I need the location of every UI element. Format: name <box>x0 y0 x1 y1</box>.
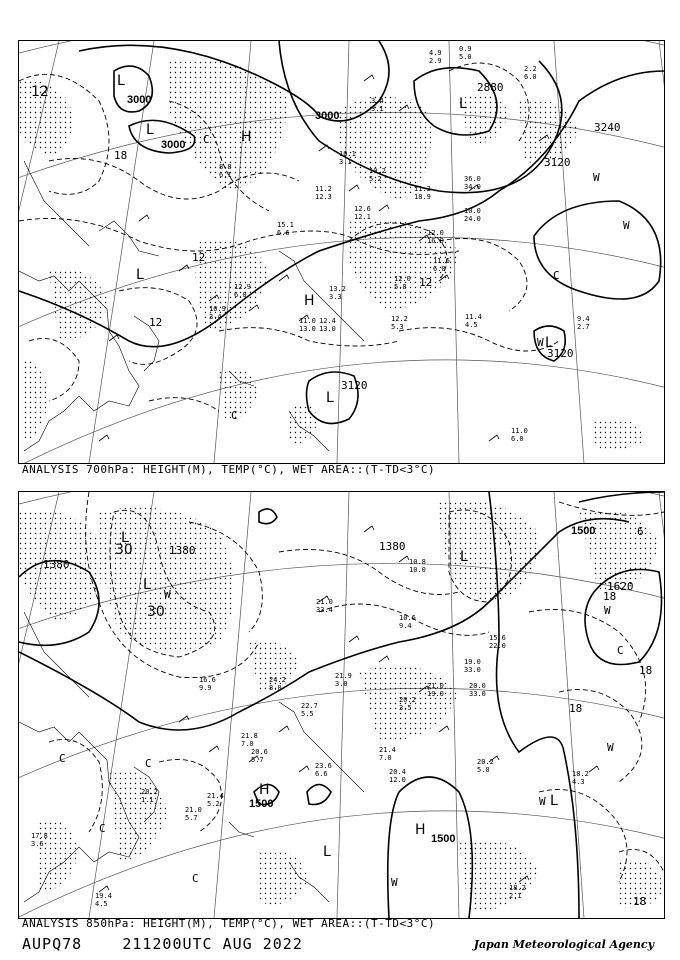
station-temp: 21.4 <box>207 792 224 800</box>
station-temp: 12.0 <box>394 275 411 283</box>
cold-center: C <box>99 822 106 835</box>
station-temp: 10.1 <box>339 150 356 158</box>
station-temp: 20.4 <box>389 768 406 776</box>
station-dewpoint: 24.0 <box>464 215 481 223</box>
station-temp: 21.0 <box>316 598 333 606</box>
station-dewpoint: 3.0 <box>335 680 348 688</box>
cold-center: C <box>145 757 152 770</box>
station-dewpoint: 33.4 <box>316 606 333 614</box>
station-temp: 11.2 <box>315 185 332 193</box>
caption-700hpa: ANALYSIS 700hPa: HEIGHT(M), TEMP(°C), WET AREA::(T-TD<3°C) <box>22 463 436 476</box>
contour-label: 1620 <box>607 580 634 593</box>
contour-label: 30 <box>115 542 133 558</box>
station-dewpoint: 16.0 <box>427 237 444 245</box>
contour-label: 1380 <box>43 558 70 571</box>
map-700hpa <box>19 41 664 463</box>
station-dewpoint: 34.0 <box>464 183 481 191</box>
station-dewpoint: 2.1 <box>509 892 522 900</box>
station-temp: 13.2 <box>329 285 346 293</box>
station-temp: 21.0 <box>185 806 202 814</box>
valid-time: 211200UTC AUG 2022 <box>122 935 303 953</box>
station-dewpoint: 5.0 <box>477 766 490 774</box>
station-temp: 20.2 <box>477 758 494 766</box>
station-temp: 36.0 <box>464 175 481 183</box>
station-dewpoint: 4.3 <box>572 778 585 786</box>
station-temp: 12.4 <box>319 317 336 325</box>
station-temp: 22.7 <box>301 702 318 710</box>
cold-center: C <box>617 644 624 657</box>
high-center: H <box>241 129 252 145</box>
station-dewpoint: 7.0 <box>379 754 392 762</box>
graticule-lat <box>19 41 664 463</box>
station-temp: 12.9 <box>234 283 251 291</box>
warm-center: W <box>537 336 544 349</box>
station-dewpoint: 12.3 <box>315 193 332 201</box>
agency-name: Japan Meteorological Agency <box>473 938 654 951</box>
low-center: L <box>136 267 144 283</box>
station-temp: 10.8 <box>409 558 426 566</box>
low-center: L <box>459 96 467 112</box>
high-center: H <box>304 293 315 309</box>
station-dewpoint: 12.0 <box>389 776 406 784</box>
contour-label: 3240 <box>594 121 621 134</box>
contour-label: 12 <box>419 276 433 289</box>
station-dewpoint: 9.4 <box>399 622 412 630</box>
station-dewpoint: 13.0 <box>319 325 336 333</box>
station-dewpoint: 5.0 <box>459 53 472 61</box>
station-dewpoint: 5.2 <box>207 800 220 808</box>
station-temp: 21.4 <box>379 746 396 754</box>
low-center: L <box>146 122 154 138</box>
station-temp: 9.4 <box>577 315 590 323</box>
station-dewpoint: 2.7 <box>577 323 590 331</box>
station-temp: 12.2 <box>391 315 408 323</box>
station-temp: 16.6 <box>199 676 216 684</box>
station-dewpoint: 5.2 <box>369 175 382 183</box>
contour-label: 18 <box>639 664 653 677</box>
warm-center: W <box>593 171 600 184</box>
station-dewpoint: 3.3 <box>329 293 342 301</box>
station-dewpoint: 19.0 <box>427 690 444 698</box>
cold-center: C <box>203 133 210 146</box>
station-temp: 20.2 <box>399 696 416 704</box>
warm-center: W <box>164 588 171 601</box>
contour-label: 3000 <box>315 110 340 122</box>
low-center: L <box>326 390 334 406</box>
station-temp: 0.9 <box>459 45 472 53</box>
station-dewpoint: 7.0 <box>241 740 254 748</box>
contour-label: 3120 <box>547 347 574 360</box>
chart-panel-700hpa <box>18 40 665 464</box>
station-dewpoint: 33.0 <box>469 690 486 698</box>
station-dewpoint: 3.4 <box>209 313 222 321</box>
station-dewpoint: 3.1 <box>339 158 352 166</box>
contour-label: 1500 <box>431 833 456 845</box>
station-dewpoint: 5.7 <box>251 756 264 764</box>
cold-center: C <box>59 752 66 765</box>
contour-label: 3000 <box>127 94 152 106</box>
station-dewpoint: 8.0 <box>269 684 282 692</box>
station-temp: 23.6 <box>315 762 332 770</box>
graticule-lon <box>19 41 664 463</box>
cold-center: C <box>553 269 560 282</box>
contour-label: 3120 <box>544 156 571 169</box>
station-temp: 11.6 <box>433 257 450 265</box>
station-temp: 20.0 <box>469 682 486 690</box>
warm-center: W <box>391 876 398 889</box>
station-dewpoint: 3.1 <box>371 105 384 113</box>
contour-label: 3120 <box>341 379 368 392</box>
station-dewpoint: 6.0 <box>433 265 446 273</box>
station-temp: 20.6 <box>251 748 268 756</box>
station-dewpoint: 9.9 <box>199 684 212 692</box>
station-temp: 19.4 <box>95 892 112 900</box>
station-dewpoint: 6.0 <box>234 291 247 299</box>
station-temp: 10.9 <box>209 305 226 313</box>
station-temp: 12.0 <box>427 229 444 237</box>
high-center: H <box>259 782 270 798</box>
station-temp: 11.0 <box>511 427 528 435</box>
contour-label: 1500 <box>249 798 274 810</box>
contour-label: 12 <box>192 251 206 264</box>
station-temp: 11.4 <box>465 313 482 321</box>
contour-label: 1500 <box>571 525 596 537</box>
station-temp: 10.6 <box>399 614 416 622</box>
station-temp: 15.1 <box>277 221 294 229</box>
station-dewpoint: 22.0 <box>489 642 506 650</box>
contour-label: 1380 <box>169 544 196 557</box>
station-temp: 4.9 <box>429 49 442 57</box>
chart-id: AUPQ78 <box>22 935 83 953</box>
cold-center: C <box>231 409 238 422</box>
station-dewpoint: 4.5 <box>95 900 108 908</box>
station-temp: 21.8 <box>241 732 258 740</box>
station-temp: 10.0 <box>464 207 481 215</box>
cold-center: C <box>192 872 199 885</box>
station-dewpoint: 6.6 <box>315 770 328 778</box>
station-temp: 2.2 <box>524 65 537 73</box>
station-dewpoint: 12.1 <box>354 213 371 221</box>
low-center: L <box>460 549 468 565</box>
low-center: L <box>117 73 125 89</box>
low-center: L <box>323 844 331 860</box>
station-temp: 21.9 <box>335 672 352 680</box>
warm-center: W <box>607 741 614 754</box>
contour-label: 30 <box>147 604 165 620</box>
station-dewpoint: 5.3 <box>391 323 404 331</box>
chart-panel-850hpa <box>18 491 665 919</box>
warm-center: W <box>539 795 546 808</box>
station-dewpoint: 5.7 <box>185 814 198 822</box>
station-temp: 21.0 <box>427 682 444 690</box>
station-dewpoint: 13.0 <box>299 325 316 333</box>
station-dewpoint: 33.0 <box>464 666 481 674</box>
high-center: H <box>415 822 426 838</box>
station-dewpoint: 3.5 <box>399 704 412 712</box>
caption-850hpa: ANALYSIS 850hPa: HEIGHT(M), TEMP(°C), WET AREA::(T-TD<3°C) <box>22 917 436 930</box>
station-temp: 19.0 <box>464 658 481 666</box>
station-dewpoint: 1.1 <box>141 796 154 804</box>
station-temp: 11.2 <box>414 185 431 193</box>
station-temp: 17.8 <box>31 832 48 840</box>
contour-label: 6 <box>637 525 644 538</box>
station-dewpoint: 6.1 <box>219 171 232 179</box>
station-dewpoint: 10.0 <box>409 566 426 574</box>
station-dewpoint: 6.6 <box>277 229 290 237</box>
warm-center: W <box>623 219 630 232</box>
contour-label: 18 <box>633 895 647 908</box>
contour-label: 12 <box>31 84 49 100</box>
station-temp: 18.2 <box>509 884 526 892</box>
station-temp: 8.8 <box>219 163 232 171</box>
warm-center: W <box>604 604 611 617</box>
station-dewpoint: 6.0 <box>511 435 524 443</box>
station-dewpoint: 5.8 <box>394 283 407 291</box>
station-temp: 12.6 <box>354 205 371 213</box>
contour-label: 18 <box>569 702 583 715</box>
station-dewpoint: 18.9 <box>414 193 431 201</box>
station-temp: 10.2 <box>369 167 386 175</box>
contour-label: 18 <box>603 590 617 603</box>
station-dewpoint: 5.5 <box>301 710 314 718</box>
contour-label: 1380 <box>379 540 406 553</box>
contour-label: 2880 <box>477 81 504 94</box>
station-temp: 18.2 <box>572 770 589 778</box>
station-dewpoint: 6.0 <box>524 73 537 81</box>
contour-label: 12 <box>149 316 163 329</box>
low-center: L <box>550 793 558 809</box>
station-temp: 15.6 <box>489 634 506 642</box>
station-dewpoint: 3.6 <box>31 840 44 848</box>
station-temp: 24.2 <box>269 676 286 684</box>
map-850hpa <box>19 492 664 918</box>
station-temp: 3.4 <box>371 97 384 105</box>
station-dewpoint: 4.5 <box>465 321 478 329</box>
contour-label: 18 <box>114 149 128 162</box>
station-temp: 11.0 <box>299 317 316 325</box>
chart-header <box>22 935 303 953</box>
station-dewpoint: 2.9 <box>429 57 442 65</box>
station-temp: 20.2 <box>141 788 158 796</box>
low-center: L <box>545 335 553 351</box>
low-center: L <box>143 577 151 593</box>
low-center: L <box>121 530 129 546</box>
contour-label: 3000 <box>161 139 186 151</box>
